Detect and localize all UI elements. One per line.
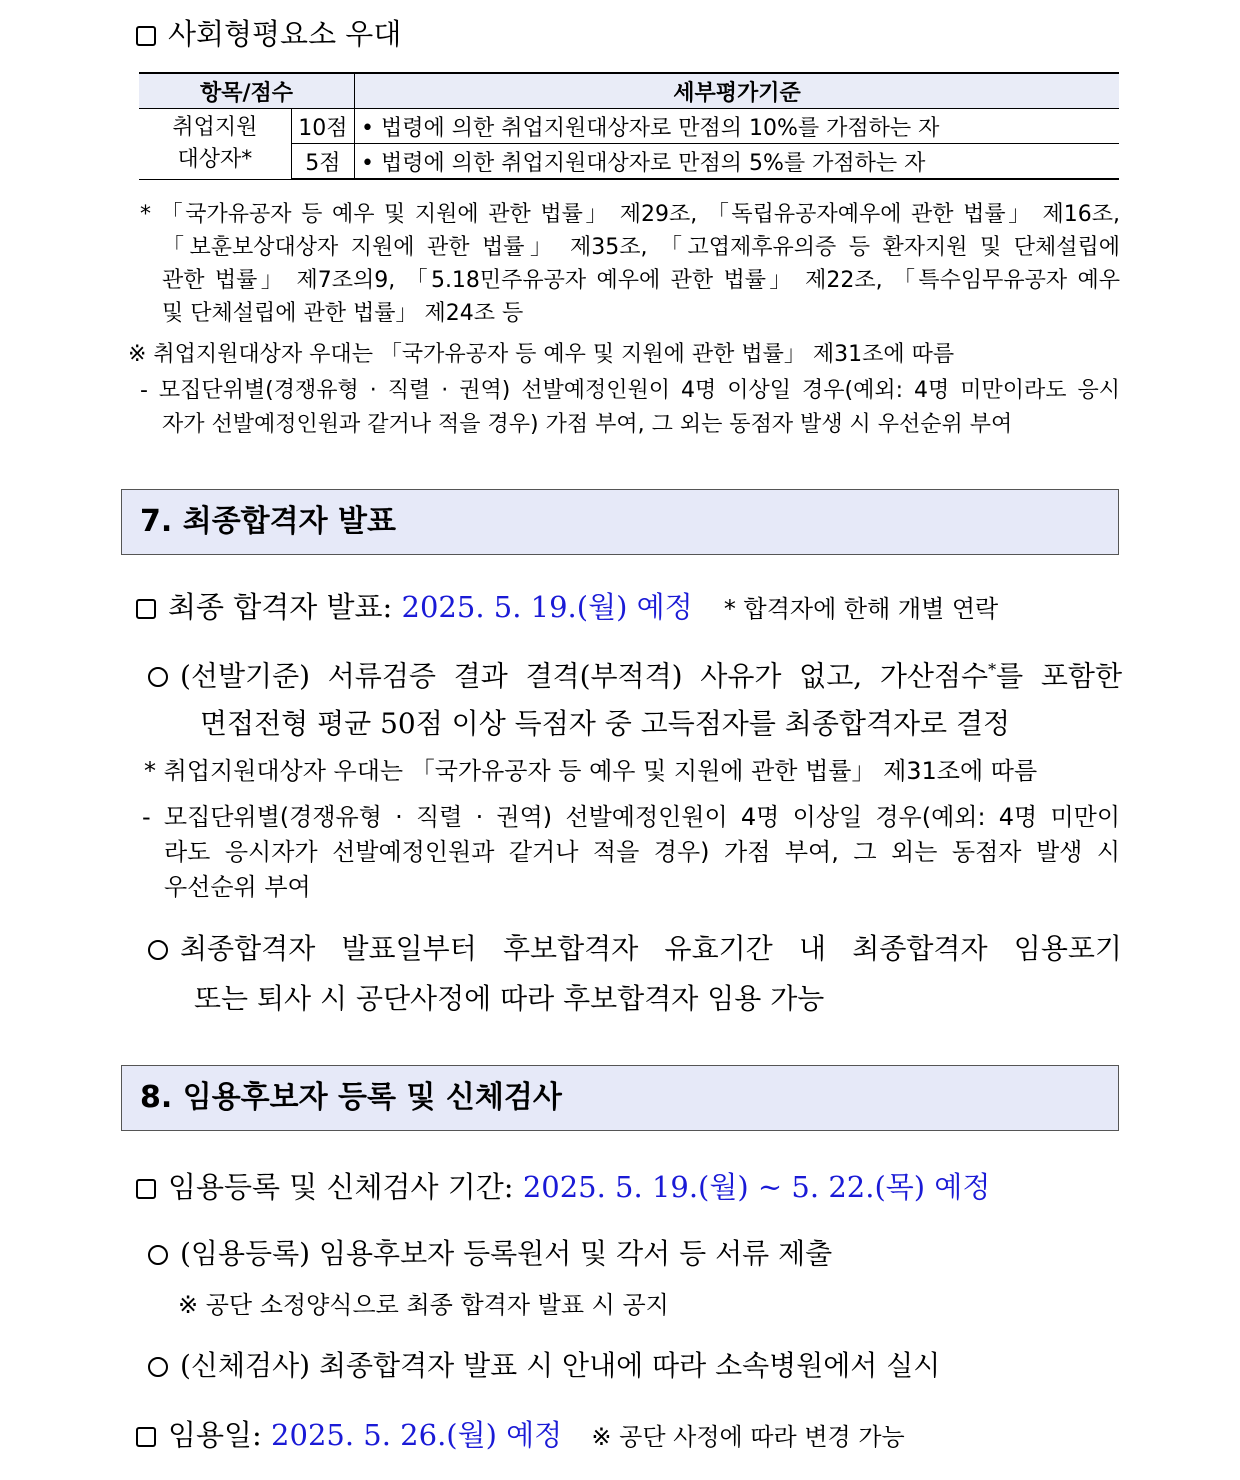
bullet-circle-icon [148,667,168,687]
announce-note: * 합격자에 한해 개별 연락 [723,595,999,623]
appointment-label: 임용일: [168,1418,262,1452]
table-header-row [139,73,1119,109]
period-line [136,1168,990,1206]
law-footnote-line: 「보훈보상대상자 지원에 관한 법률」 제35조, 「고엽제후유의증 등 환자지원 및 단체설립에 [162,235,1120,260]
reserve-line2: 또는 퇴사 시 공단사정에 따라 후보합격자 임용 가능 [194,982,825,1015]
section7-dash-line: 우선순위 부여 [164,873,311,901]
table-cell-category [139,109,291,180]
checkbox-square-icon [136,26,156,46]
category-line1: 취업지원 [172,114,258,140]
dash-note [140,374,1120,442]
bullet-circle-icon [148,1245,168,1265]
period-label: 임용등록 및 신체검사 기간: [168,1170,514,1204]
selection-criteria-line1 [148,646,1122,700]
table-cell-criteria: • 법령에 의한 취업지원대상자로 만점의 10%를 가점하는 자 [355,109,1120,144]
law-footnote-line: * 「국가유공자 등 예우 및 지원에 관한 법률」 제29조, 「독립유공자예우에 관한 법률」 제16조, [140,202,1120,227]
registration-note: ※ 공단 소정양식으로 최종 합격자 발표 시 공지 [178,1291,669,1319]
medical-text: (신체검사) 최종합격자 발표 시 안내에 따라 소속병원에서 실시 [180,1349,941,1382]
section7-dash-line: - 모집단위별(경쟁유형 · 직렬 · 권역) 선발예정인원이 4명 이상일 경우(예외: 4명 미만이 [142,803,1120,831]
appointment-note: ※ 공단 사정에 따라 변경 가능 [591,1423,905,1451]
criteria-text-a: (선발기준) 서류검증 결과 결격(부적격) 사유가 없고, 가산점수 [180,659,989,693]
criteria-sup: * [988,660,997,679]
appointment-line [136,1416,905,1456]
announce-line [136,588,998,628]
social-equity-heading [136,16,401,52]
section-8-header: 8. 임용후보자 등록 및 신체검사 [121,1065,1119,1131]
criteria-table [139,72,1119,180]
dash-note-line: - 모집단위별(경쟁유형 · 직렬 · 권역) 선발예정인원이 4명 이상일 경우(예외: 4명 미만이라도 응시 [140,378,1120,403]
checkbox-square-icon [136,1427,156,1447]
reserve-line1 [148,924,1122,974]
social-equity-heading-text: 사회형평요소 우대 [168,17,402,51]
bullet-circle-icon [148,940,168,960]
reserve-candidate [148,924,1122,1024]
dash-note-line: 자가 선발예정인원과 같거나 적을 경우) 가점 부여, 그 외는 동점자 발생 시 우선순위 부여 [162,412,1013,437]
period-date: 2025. 5. 19.(월) ~ 5. 22.(목) 예정 [522,1170,991,1204]
table-header-criteria: 세부평가기준 [355,73,1120,109]
selection-criteria-line2: 면접전형 평균 50점 이상 득점자 중 고득점자를 최종합격자로 결정 [200,707,1011,741]
checkbox-square-icon [136,1179,156,1199]
announce-date: 2025. 5. 19.(월) 예정 [401,590,693,624]
selection-criteria [148,646,1122,748]
law-footnote-line: 및 단체설립에 관한 법률」 제24조 등 [162,301,524,326]
section7-dash-note [142,800,1120,905]
section7-priority-note: * 취업지원대상자 우대는 「국가유공자 등 예우 및 지원에 관한 법률」 제31조에 따름 [144,757,1038,785]
announce-label: 최종 합격자 발표: [168,590,393,624]
medical-line [148,1346,940,1386]
law-footnote [140,198,1120,330]
law-footnote-line: 관한 법률」 제7조의9, 「5.18민주유공자 예우에 관한 법률」 제22조, 「특수임무유공자 예우 [162,268,1120,293]
table-cell-score: 10점 [291,109,354,144]
section-7-header: 7. 최종합격자 발표 [121,489,1119,555]
criteria-text-b: 를 포함한 [996,659,1123,693]
bullet-circle-icon [148,1357,168,1377]
priority-note: ※ 취업지원대상자 우대는 「국가유공자 등 예우 및 지원에 관한 법률」 제31조에 따름 [128,342,955,367]
appointment-date: 2025. 5. 26.(월) 예정 [271,1418,563,1452]
table-row [139,109,1119,144]
table-cell-criteria: • 법령에 의한 취업지원대상자로 만점의 5%를 가점하는 자 [355,144,1120,180]
reserve-line1-text: 최종합격자 발표일부터 후보합격자 유효기간 내 최종합격자 임용포기 [180,932,1122,965]
table-cell-score: 5점 [291,144,354,180]
registration-text: (임용등록) 임용후보자 등록원서 및 각서 등 서류 제출 [180,1237,833,1270]
checkbox-square-icon [136,599,156,619]
table-header-category: 항목/점수 [139,73,355,109]
section7-dash-line: 라도 응시자가 선발예정인원과 같거나 적을 경우) 가점 부여, 그 외는 동점자 발생 시 [164,838,1120,866]
category-line2: 대상자* [177,146,253,172]
registration-line [148,1234,832,1274]
